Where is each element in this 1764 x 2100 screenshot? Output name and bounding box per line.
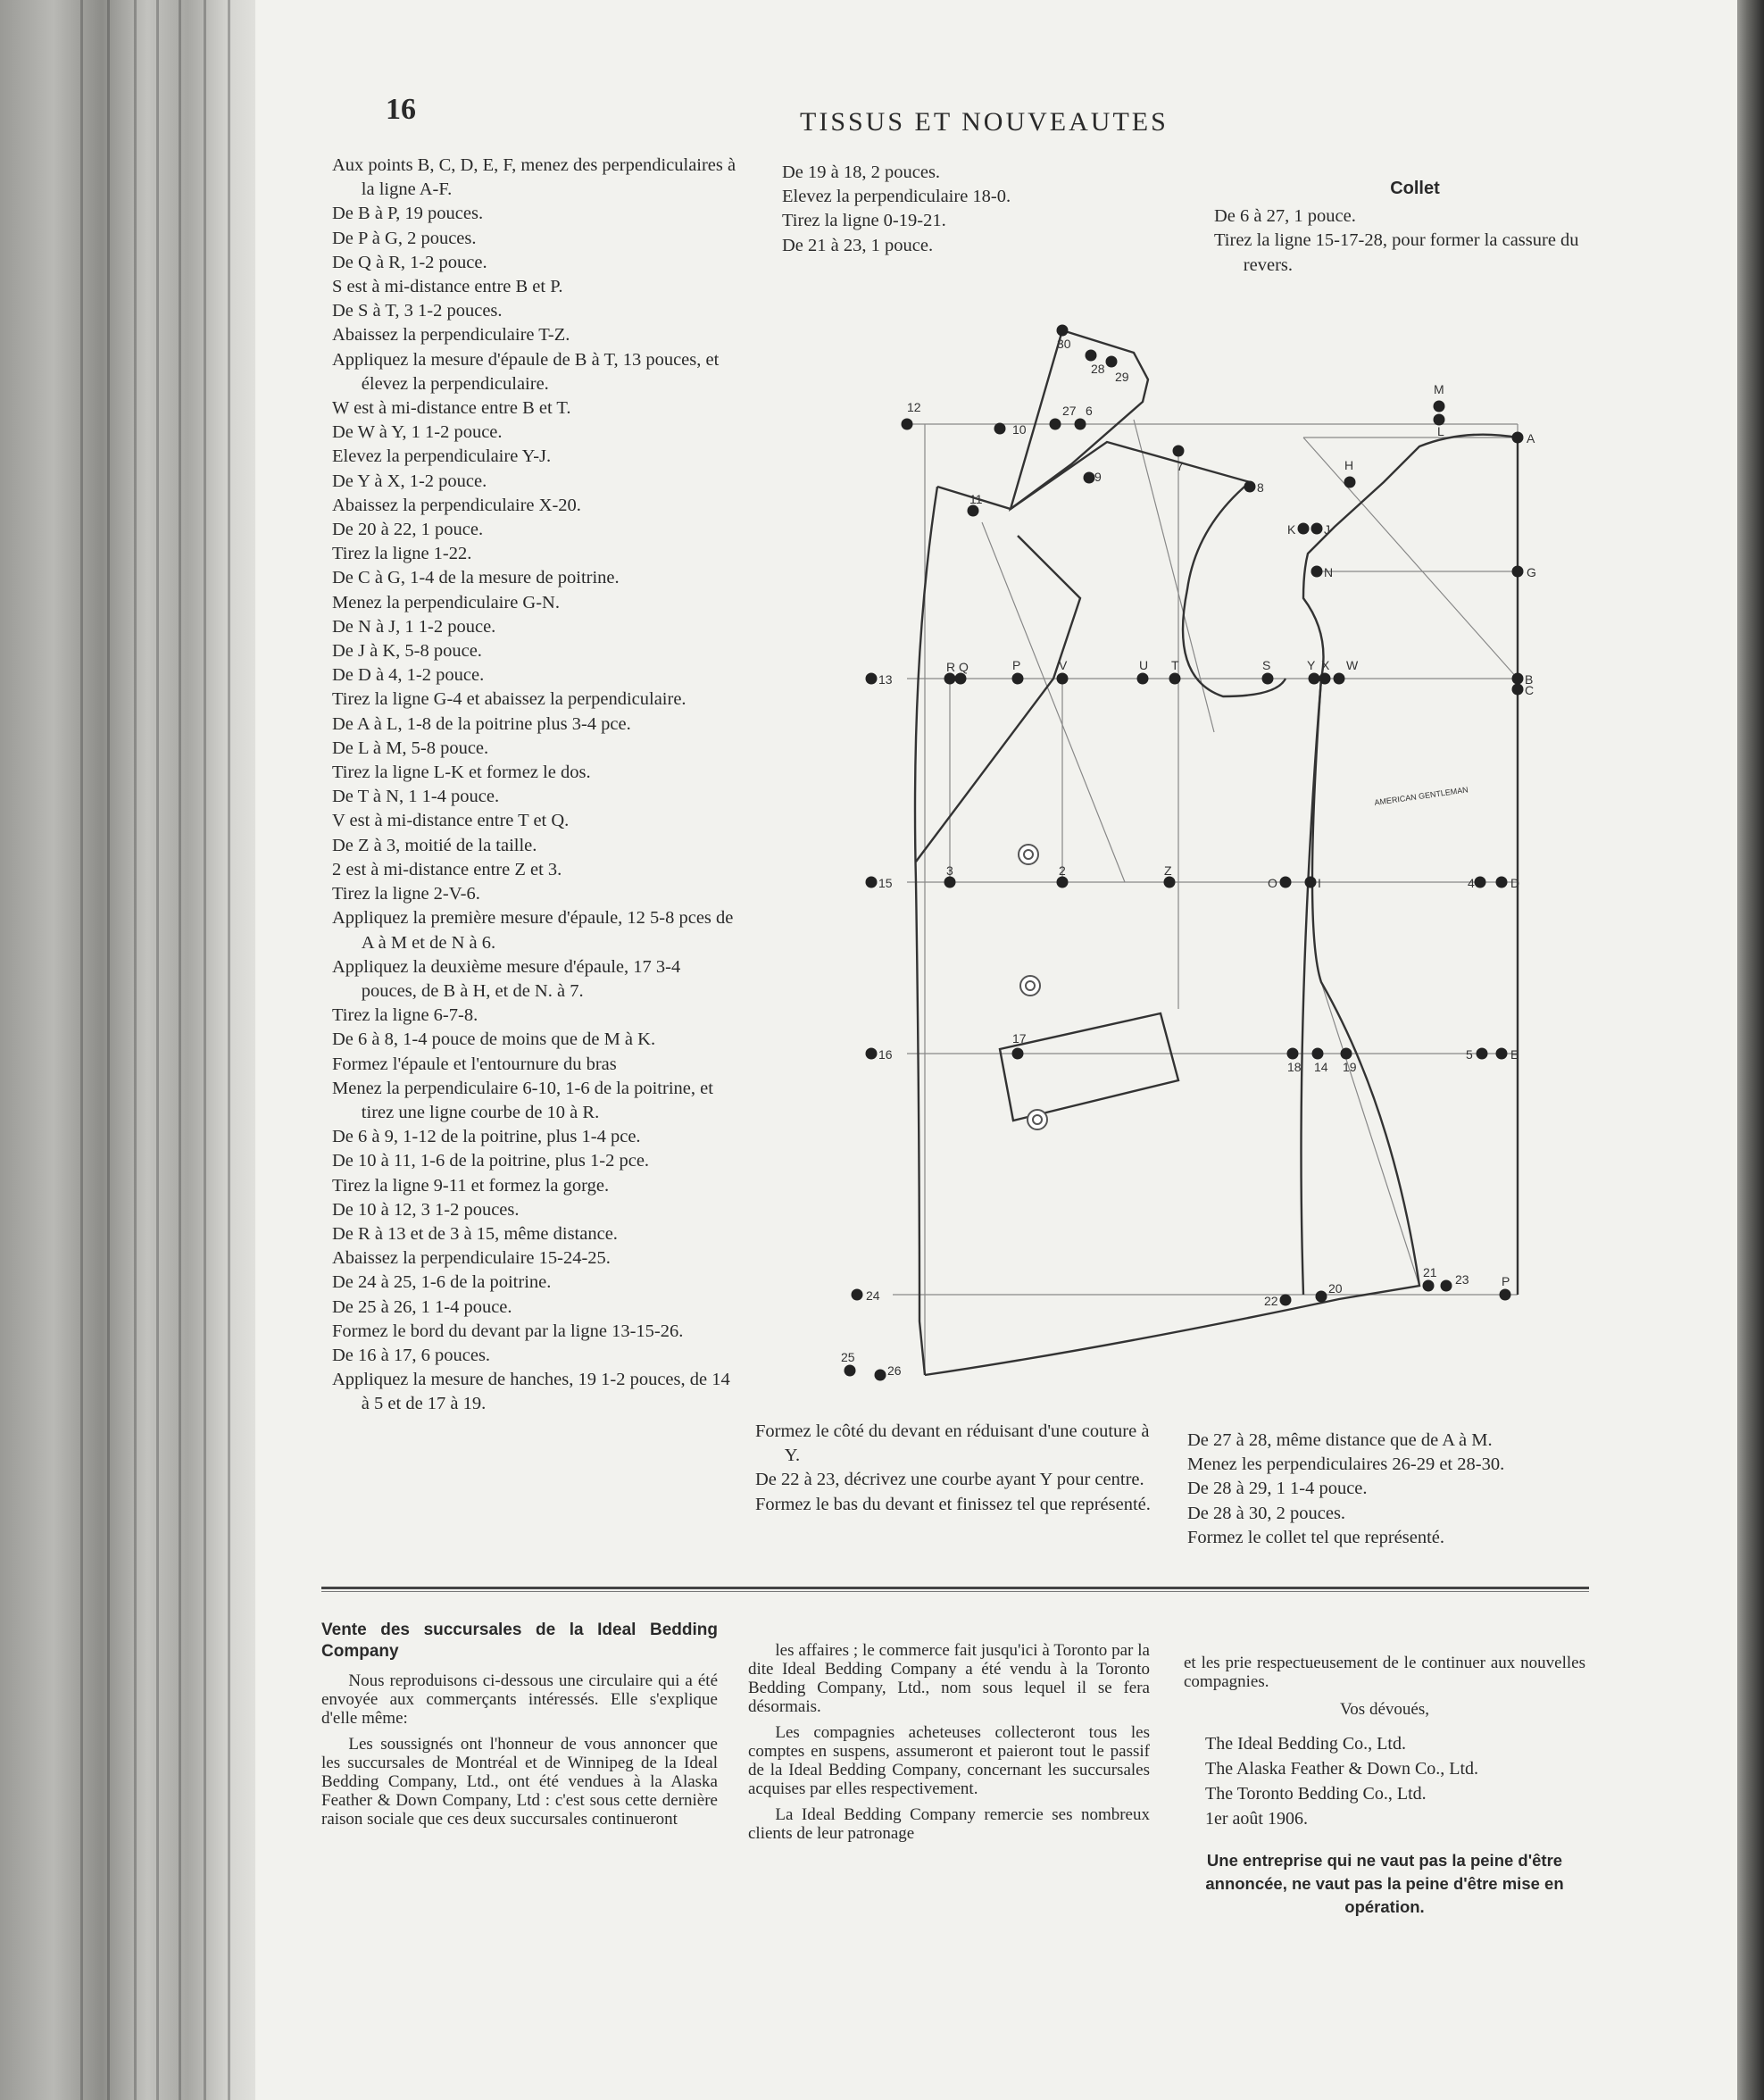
- pattern-point-label: S: [1262, 658, 1271, 672]
- instruction-line: De Z à 3, moitié de la taille.: [332, 835, 537, 855]
- pattern-point: [1244, 481, 1256, 493]
- instruction-line: S est à mi-distance entre B et P.: [332, 277, 563, 297]
- pattern-point-label: 10: [1012, 422, 1027, 437]
- instruction-line: De 25 à 26, 1 1-4 pouce.: [332, 1296, 512, 1317]
- pattern-point-label: 23: [1455, 1272, 1469, 1287]
- pattern-point: [1287, 1048, 1299, 1060]
- pattern-point-label: 14: [1314, 1060, 1328, 1074]
- pattern-point-label: H: [1344, 458, 1354, 472]
- pattern-point-label: 24: [866, 1288, 880, 1303]
- pattern-point: [1341, 1048, 1352, 1060]
- instruction-line: De S à T, 3 1-2 pouces.: [332, 301, 503, 321]
- pattern-point-label: B: [1525, 672, 1534, 687]
- pattern-point: [875, 1370, 886, 1381]
- pattern-point: [1280, 1295, 1292, 1306]
- book-spine: [0, 0, 268, 2100]
- stamp-text: AMERICAN GENTLEMAN: [1373, 785, 1469, 807]
- pattern-point-label: 8: [1257, 480, 1264, 495]
- instructions-column-2: [782, 161, 1166, 258]
- pattern-point: [1344, 477, 1356, 488]
- pattern-point-label: N: [1324, 565, 1334, 579]
- instruction-line: De A à L, 1-8 de la poitrine plus 3-4 pce.: [332, 713, 631, 734]
- instruction-line: De N à J, 1 1-2 pouce.: [332, 616, 496, 637]
- pattern-point: [866, 877, 878, 888]
- instruction-line: Abaissez la perpendiculaire 15-24-25.: [332, 1248, 611, 1269]
- pattern-point: [1512, 566, 1524, 578]
- article-column-3: [1184, 1654, 1585, 1926]
- pattern-point-label: G: [1527, 565, 1536, 579]
- pattern-point-label: 18: [1287, 1060, 1302, 1074]
- instruction-line: Tirez la ligne 1-22.: [332, 544, 472, 564]
- pattern-point: [1496, 877, 1508, 888]
- pattern-point: [1311, 523, 1323, 535]
- instruction-line: Menez la perpendiculaire 6-10, 1-6 de la poitrine, et tirez une ligne courbe de 10 à R.: [332, 1078, 713, 1122]
- instruction-line: Tirez la ligne 0-19-21.: [782, 211, 946, 231]
- instruction-line: Menez la perpendiculaire G-N.: [332, 592, 560, 612]
- instruction-line: Tirez la ligne 15-17-28, pour former la cassure du revers.: [1214, 230, 1579, 275]
- pattern-point-label: 30: [1057, 337, 1071, 351]
- instruction-line: De P à G, 2 pouces.: [332, 228, 477, 248]
- instructions-column-1: [332, 154, 739, 1417]
- section-rule: [321, 1587, 1589, 1589]
- instruction-line: Formez le collet tel que représenté.: [1187, 1527, 1445, 1547]
- pattern-point: [1012, 1048, 1024, 1060]
- pattern-point-label: 15: [878, 876, 893, 890]
- pattern-point: [1512, 673, 1524, 685]
- pattern-point: [1312, 1048, 1324, 1060]
- instruction-line: V est à mi-distance entre T et Q.: [332, 811, 570, 831]
- pattern-point: [1334, 673, 1345, 685]
- pattern-point: [1057, 325, 1069, 337]
- instruction-line: De Q à R, 1-2 pouce.: [332, 252, 487, 272]
- pattern-point: [866, 673, 878, 685]
- pattern-point-label: Z: [1164, 863, 1172, 878]
- pattern-point: [1475, 877, 1486, 888]
- pattern-point-label: 4: [1468, 876, 1475, 890]
- pattern-point: [994, 423, 1006, 435]
- pattern-point: [1319, 673, 1331, 685]
- pattern-point: [1423, 1280, 1435, 1292]
- pattern-point: [955, 673, 967, 685]
- pattern-point-label: 29: [1115, 370, 1129, 384]
- article-continuation: et les prie respectueusement de le continuer aux nouvelles compagnies.: [1184, 1654, 1585, 1691]
- instruction-line: De 20 à 22, 1 pouce.: [332, 520, 484, 540]
- pattern-point: [1305, 877, 1317, 888]
- pattern-point: [1084, 472, 1095, 484]
- instruction-line: De D à 4, 1-2 pouce.: [332, 665, 485, 686]
- pattern-point-label: 25: [841, 1350, 855, 1364]
- pattern-point-label: 16: [878, 1047, 893, 1062]
- pattern-point: [1169, 673, 1181, 685]
- instruction-line: De 16 à 17, 6 pouces.: [332, 1345, 491, 1365]
- pattern-point-label: 28: [1091, 362, 1105, 376]
- signatory: The Toronto Bedding Co., Ltd.: [1205, 1784, 1427, 1804]
- pattern-points: [845, 325, 1524, 1381]
- page-number: 16: [386, 93, 416, 126]
- pattern-diagram: [839, 304, 1553, 1402]
- instruction-line: Aux points B, C, D, E, F, menez des perpendiculaires à la ligne A-F.: [332, 155, 736, 200]
- running-head: TISSUS ET NOUVEAUTES: [800, 107, 1169, 137]
- buttons: [1019, 845, 1047, 1129]
- pattern-point-label: 12: [907, 400, 921, 414]
- article-paragraph: Les compagnies acheteuses collecteront tous les comptes en suspens, assumeront et paieront tout le passif de la Ideal Bedding Company, concernant les succursales acquises par elles respectivement.: [748, 1723, 1150, 1798]
- pattern-point: [1075, 419, 1086, 430]
- pattern-point-label: O: [1268, 876, 1277, 890]
- article-column-2: [748, 1641, 1150, 1850]
- pattern-point-label: 22: [1264, 1294, 1278, 1308]
- signatory: The Alaska Feather & Down Co., Ltd.: [1205, 1759, 1479, 1779]
- pattern-point: [852, 1289, 863, 1301]
- pattern-point: [1500, 1289, 1511, 1301]
- pattern-point: [1298, 523, 1310, 535]
- instruction-line: Appliquez la mesure de hanches, 19 1-2 pouces, de 14 à 5 et de 17 à 19.: [332, 1370, 730, 1414]
- article-column-1: [321, 1620, 718, 1836]
- pattern-outline: [915, 330, 1518, 1375]
- pattern-point: [1173, 446, 1185, 457]
- instruction-line: De C à G, 1-4 de la mesure de poitrine.: [332, 568, 620, 588]
- pattern-point: [845, 1365, 856, 1377]
- pattern-point-label: L: [1437, 424, 1444, 438]
- closing: Vos dévoués,: [1340, 1700, 1429, 1719]
- pattern-point-label: Y: [1307, 658, 1316, 672]
- date: 1er août 1906.: [1205, 1809, 1308, 1829]
- pattern-point: [1164, 877, 1176, 888]
- instruction-line: Tirez la ligne 2-V-6.: [332, 884, 480, 904]
- pattern-point: [1057, 673, 1069, 685]
- pattern-point: [1057, 877, 1069, 888]
- pattern-point-label: X: [1321, 658, 1330, 672]
- pattern-point-label: R: [946, 660, 956, 674]
- pattern-point-label: 6: [1086, 404, 1093, 418]
- pattern-point-label: 26: [887, 1363, 902, 1378]
- instruction-line: De L à M, 5-8 pouce.: [332, 738, 489, 758]
- instruction-line: De 19 à 18, 2 pouces.: [782, 162, 941, 182]
- instruction-line: De 6 à 8, 1-4 pouce de moins que de M à K.: [332, 1029, 656, 1050]
- instruction-line: Formez le côté du devant en réduisant d'une couture à Y.: [755, 1421, 1150, 1466]
- pattern-point: [1311, 566, 1323, 578]
- section-rule-thin: [321, 1591, 1589, 1592]
- pattern-point: [1262, 673, 1274, 685]
- pattern-point-label: 13: [878, 672, 893, 687]
- pattern-point-label: 5: [1466, 1047, 1473, 1062]
- pattern-point: [1441, 1280, 1452, 1292]
- pattern-point-label: A: [1527, 431, 1535, 446]
- pattern-point: [968, 505, 979, 517]
- instruction-line: De T à N, 1 1-4 pouce.: [332, 787, 500, 807]
- instruction-line: De 21 à 23, 1 pouce.: [782, 235, 934, 255]
- pattern-point-label: 11: [969, 492, 983, 506]
- signatory: The Ideal Bedding Co., Ltd.: [1205, 1734, 1406, 1754]
- instruction-line: De 28 à 29, 1 1-4 pouce.: [1187, 1479, 1368, 1499]
- article-paragraph: La Ideal Bedding Company remercie ses nombreux clients de leur patronage: [748, 1805, 1150, 1843]
- pattern-point-label: I: [1318, 876, 1321, 890]
- pattern-point-label: 21: [1423, 1265, 1437, 1279]
- pattern-point: [944, 877, 956, 888]
- collet-column: [1214, 177, 1616, 278]
- pattern-point: [1477, 1048, 1488, 1060]
- pattern-point-label: U: [1139, 658, 1149, 672]
- pattern-point-label: D: [1510, 876, 1520, 890]
- pattern-point-label: E: [1510, 1047, 1519, 1062]
- instruction-line: Tirez la ligne 9-11 et formez la gorge.: [332, 1175, 610, 1196]
- motto: Une entreprise qui ne vaut pas la peine d'être annoncée, ne vaut pas la peine d'être mise en opération.: [1205, 1851, 1564, 1916]
- pattern-point-label: 9: [1094, 470, 1102, 484]
- instructions-column-4: [755, 1420, 1161, 1517]
- pattern-point-label: M: [1434, 382, 1444, 396]
- instruction-line: De 6 à 9, 1-12 de la poitrine, plus 1-4 pce.: [332, 1127, 641, 1147]
- pattern-point-label: Q: [959, 660, 969, 674]
- pattern-point: [1434, 401, 1445, 412]
- instruction-line: De R à 13 et de 3 à 15, même distance.: [332, 1223, 618, 1244]
- pattern-point-label: K: [1287, 522, 1296, 537]
- pattern-point: [902, 419, 913, 430]
- pattern-point: [1050, 419, 1061, 430]
- pattern-point: [1309, 673, 1320, 685]
- article-paragraph: Nous reproduisons ci-dessous une circulaire qui a été envoyée aux commerçants intéressés. Elle s'explique d'elle même:: [321, 1671, 718, 1728]
- pattern-point-label: 17: [1012, 1031, 1027, 1046]
- pattern-point: [944, 673, 956, 685]
- collet-heading: Collet: [1390, 179, 1440, 198]
- instruction-line: De B à P, 19 pouces.: [332, 204, 484, 224]
- instruction-line: Appliquez la première mesure d'épaule, 12 5-8 pces de A à M et de N à 6.: [332, 908, 734, 953]
- construction-lines: [893, 420, 1518, 1375]
- article-paragraph: les affaires ; le commerce fait jusqu'ici à Toronto par la dite Ideal Bedding Company a été vendu à la Toronto Bedding Company, Ltd., nom sous lequel il se fera désormais.: [748, 1641, 1150, 1716]
- instruction-line: De 22 à 23, décrivez une courbe ayant Y pour centre.: [755, 1470, 1144, 1490]
- instruction-line: W est à mi-distance entre B et T.: [332, 398, 571, 419]
- pattern-point-label: T: [1171, 658, 1179, 672]
- pattern-point-label: 19: [1343, 1060, 1357, 1074]
- instruction-line: Tirez la ligne G-4 et abaissez la perpendiculaire.: [332, 689, 686, 710]
- instruction-line: De 27 à 28, même distance que de A à M.: [1187, 1430, 1493, 1450]
- pattern-point: [1316, 1291, 1327, 1303]
- pattern-point: [1496, 1048, 1508, 1060]
- pattern-point-label: P: [1012, 658, 1021, 672]
- instruction-line: Elevez la perpendiculaire 18-0.: [782, 187, 1011, 207]
- pattern-point-label: 27: [1062, 404, 1077, 418]
- pattern-point: [1012, 673, 1024, 685]
- pattern-point: [1137, 673, 1149, 685]
- instruction-line: De 28 à 30, 2 pouces.: [1187, 1503, 1346, 1523]
- instruction-line: De 10 à 11, 1-6 de la poitrine, plus 1-2 pce.: [332, 1151, 650, 1171]
- instruction-line: De 24 à 25, 1-6 de la poitrine.: [332, 1272, 552, 1293]
- instruction-line: Appliquez la deuxième mesure d'épaule, 17 3-4 pouces, de B à H, et de N. à 7.: [332, 956, 681, 1001]
- instruction-line: Appliquez la mesure d'épaule de B à T, 13 pouces, et élevez la perpendiculaire.: [332, 349, 720, 394]
- instruction-line: Formez le bas du devant et finissez tel que représenté.: [755, 1494, 1151, 1514]
- instruction-line: 2 est à mi-distance entre Z et 3.: [332, 859, 562, 879]
- pattern-point-label: V: [1059, 658, 1068, 672]
- article-title: Vente des succursales de la Ideal Bedding Company: [321, 1621, 718, 1661]
- instruction-line: De 10 à 12, 3 1-2 pouces.: [332, 1199, 520, 1220]
- instructions-column-5: [1187, 1429, 1598, 1550]
- instruction-line: Elevez la perpendiculaire Y-J.: [332, 446, 552, 467]
- instruction-line: Abaissez la perpendiculaire T-Z.: [332, 325, 570, 346]
- pattern-labels: [841, 337, 1536, 1378]
- instruction-line: Menez les perpendiculaires 26-29 et 28-30.: [1187, 1454, 1505, 1475]
- instruction-line: De W à Y, 1 1-2 pouce.: [332, 422, 503, 443]
- pattern-point: [866, 1048, 878, 1060]
- pattern-point: [1280, 877, 1292, 888]
- pattern-point: [1512, 684, 1524, 696]
- pattern-point-label: J: [1324, 522, 1330, 537]
- instruction-line: De 6 à 27, 1 pouce.: [1214, 206, 1356, 227]
- instruction-line: Abaissez la perpendiculaire X-20.: [332, 495, 581, 515]
- pattern-point-label: 7: [1177, 459, 1184, 473]
- instruction-line: Formez le bord du devant par la ligne 13-15-26.: [332, 1321, 684, 1341]
- pattern-point-label: P: [1502, 1274, 1510, 1288]
- pattern-point-label: C: [1525, 683, 1535, 697]
- pattern-point-label: 3: [946, 863, 953, 878]
- pattern-point: [1512, 432, 1524, 444]
- instruction-line: De J à K, 5-8 pouce.: [332, 641, 482, 662]
- pattern-point: [1106, 356, 1118, 368]
- instruction-line: Tirez la ligne L-K et formez le dos.: [332, 762, 591, 783]
- instruction-line: De Y à X, 1-2 pouce.: [332, 471, 487, 491]
- instruction-line: Formez l'épaule et l'entournure du bras: [332, 1054, 617, 1074]
- pattern-point-label: 20: [1328, 1281, 1343, 1296]
- pattern-point-label: 2: [1059, 863, 1066, 878]
- article-paragraph: Les soussignés ont l'honneur de vous annoncer que les succursales de Montréal et de Winnipeg de la Ideal Bedding Company, Ltd., ont été vendues à la Alaska Feather & Down Company, Ltd : c'est sous cette dernière raison sociale que ces deux succursales continueront: [321, 1735, 718, 1829]
- pattern-point: [1086, 350, 1097, 362]
- instruction-line: Tirez la ligne 6-7-8.: [332, 1005, 478, 1026]
- pattern-point-label: W: [1346, 658, 1359, 672]
